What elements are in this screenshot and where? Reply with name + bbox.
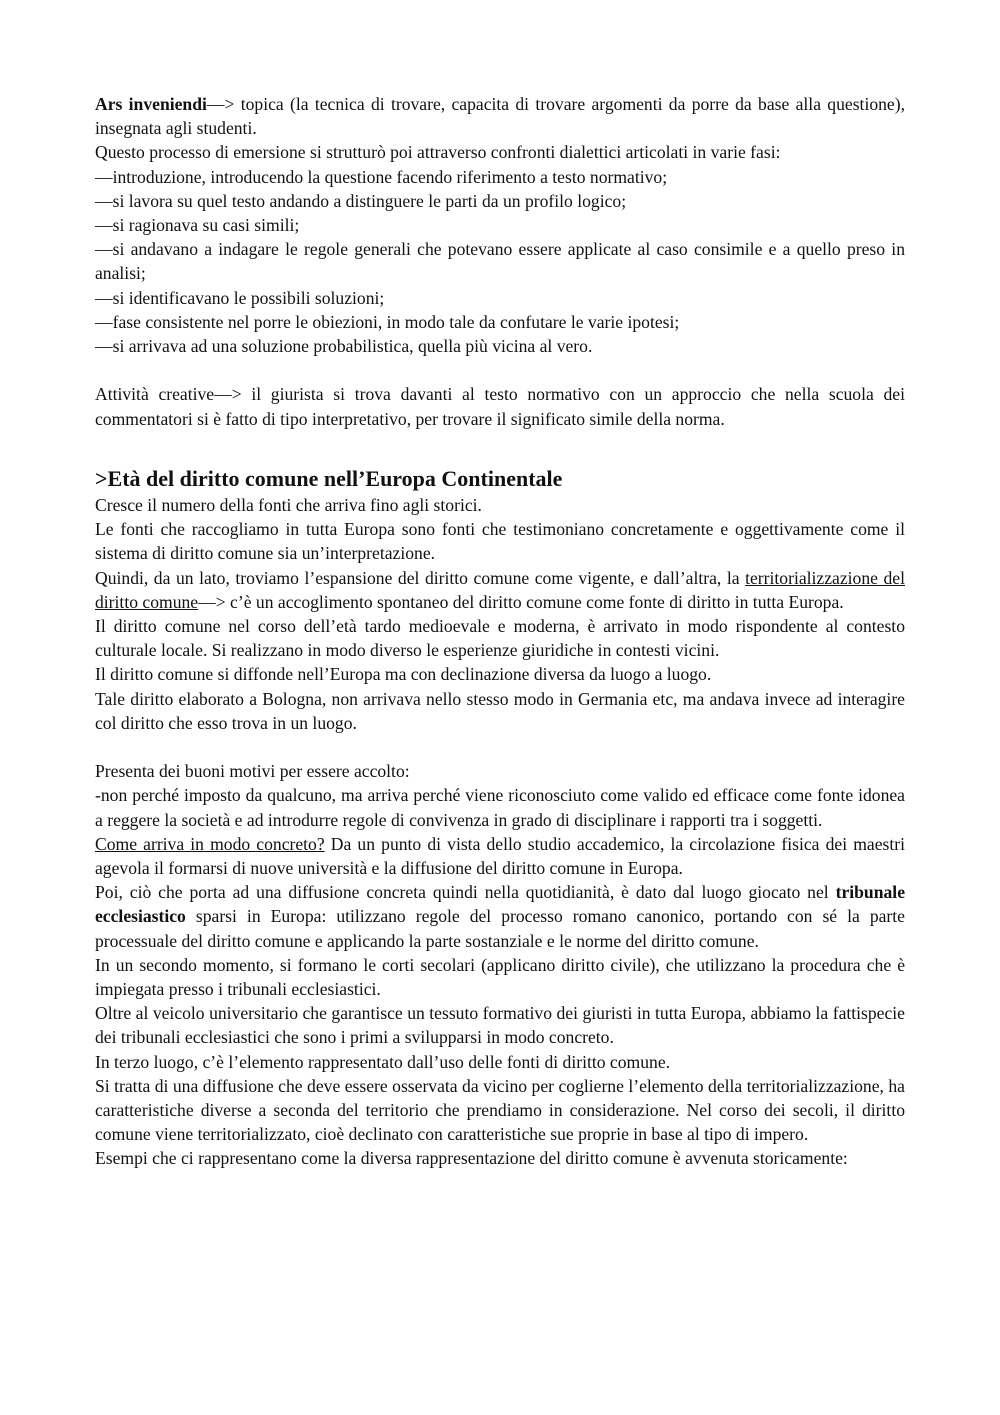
body-paragraph: Cresce il numero della fonti che arriva fino agli storici. <box>95 495 482 516</box>
phase-item: —fase consistente nel porre le obiezioni, in modo tale da confutare le varie ipotesi; <box>95 311 680 332</box>
process-intro: Questo processo di emersione si strutturò poi attraverso confronti dialettici articolati in varie fasi: <box>95 142 781 163</box>
body-paragraph: Il diritto comune nel corso dell’età tardo medioevale e moderna, è arrivato in modo rispondente al contesto culturale locale. Si realizzano in modo diverso le esperienze giuridiche in contesti vicini. <box>95 616 905 661</box>
paragraph-text-end: sparsi in Europa: utilizzano regole del processo romano canonico, portando con sé la parte processuale del diritto comune e applicando la parte sostanziale e le norme del diritto comune. <box>95 906 905 951</box>
body-paragraph: In terzo luogo, c’è l’elemento rappresentato dall’uso delle fonti di diritto comune. <box>95 1051 671 1072</box>
body-paragraph: Il diritto comune si diffonde nell’Europa ma con declinazione diversa da luogo a luogo. <box>95 664 712 685</box>
phase-item: —si arrivava ad una soluzione probabilistica, quella più vicina al vero. <box>95 336 593 357</box>
body-paragraph: Si tratta di una diffusione che deve essere osservata da vicino per coglierne l’elemento della territorializzazione, ha caratteristiche diverse a seconda del territorio che prendiamo in considerazione. Nel corso dei secoli, il diritto comune viene territorializzato, cioè declinato con caratteristiche sue proprie in base al tipo di impero. <box>95 1075 905 1145</box>
underlined-term: territorializzazione del diritto comune <box>95 567 905 612</box>
document-page <box>95 92 905 1171</box>
paragraph-gap <box>95 431 905 455</box>
paragraph-gap <box>95 735 905 759</box>
paragraph-gap <box>95 358 905 382</box>
bold-term: tribunale ecclesiastico <box>95 882 905 927</box>
come-arriva-paragraph <box>95 832 905 880</box>
territorializzazione-paragraph <box>95 566 905 614</box>
phase-item: —introduzione, introducendo la questione facendo riferimento a testo normativo; <box>95 166 668 187</box>
paragraph-text-start: Poi, ciò che porta ad una diffusione concreta quindi nella quotidianità, è dato dal luogo giocato nel <box>95 882 836 903</box>
tribunale-paragraph <box>95 880 905 953</box>
body-paragraph: -non perché imposto da qualcuno, ma arriva perché viene riconosciuto come valido ed efficace come fonte idonea a reggere la società e ad introdurre regole di convivenza in grado di disciplinare i rapporti tra i soggetti. <box>95 785 905 830</box>
body-paragraph: Tale diritto elaborato a Bologna, non arrivava nello stesso modo in Germania etc, ma andava invece ad interagire col diritto che esso trova in un luogo. <box>95 688 905 733</box>
paragraph-text-rest: Da un punto di vista dello studio accademico, la circolazione fisica dei maestri agevola il formarsi di nuove università e la diffusione del diritto comune in Europa. <box>95 833 905 879</box>
body-paragraph: Presenta dei buoni motivi per essere accolto: <box>95 761 410 782</box>
attivita-creative-paragraph: Attività creative—> il giurista si trova davanti al testo normativo con un approccio che nella scuola dei commentatori si è fatto di tipo interpretativo, per trovare il significato simile della norma. <box>95 384 905 429</box>
section-heading: >Età del diritto comune nell’Europa Continentale <box>95 466 563 492</box>
body-paragraph: In un secondo momento, si formano le corti secolari (applicano diritto civile), che utilizzano la procedura che è impiegata presso i tribunali ecclesiastici. <box>95 954 905 1000</box>
phase-item: —si identificavano le possibili soluzioni; <box>95 287 385 308</box>
phase-item: —si andavano a indagare le regole generali che potevano essere applicate al caso consimile e a quello preso in analisi; <box>95 239 905 284</box>
ars-inveniendi-definition: —> topica (la tecnica di trovare, capacita di trovare argomenti da porre da base alla questione), insegnata agli studenti. <box>95 94 905 139</box>
ars-inveniendi-term: Ars inveniendi <box>95 94 207 114</box>
body-paragraph: Le fonti che raccogliamo in tutta Europa sono fonti che testimoniano concretamente e oggettivamente come il sistema di diritto comune sia un’interpretazione. <box>95 519 905 564</box>
paragraph-text-start: Quindi, da un lato, troviamo l’espansione del diritto comune come vigente, e dall’altra, la <box>95 567 746 588</box>
body-paragraph: Oltre al veicolo universitario che garantisce un tessuto formativo dei giuristi in tutta Europa, abbiamo la fattispecie dei tribunali ecclesiastici che sono i primi a svilupparsi in modo concreto. <box>95 1003 905 1048</box>
phase-item: —si ragionava su casi simili; <box>95 215 300 236</box>
phase-item: —si lavora su quel testo andando a distinguere le parti da un profilo logico; <box>95 190 627 211</box>
paragraph-text-end: —> c’è un accoglimento spontaneo del diritto comune come fonte di diritto in tutta Europa. <box>198 591 844 612</box>
ars-inveniendi-paragraph <box>95 92 905 140</box>
body-paragraph: Esempi che ci rappresentano come la diversa rappresentazione del diritto comune è avvenuta storicamente: <box>95 1148 848 1169</box>
underlined-question: Come arriva in modo concreto? <box>95 833 325 854</box>
